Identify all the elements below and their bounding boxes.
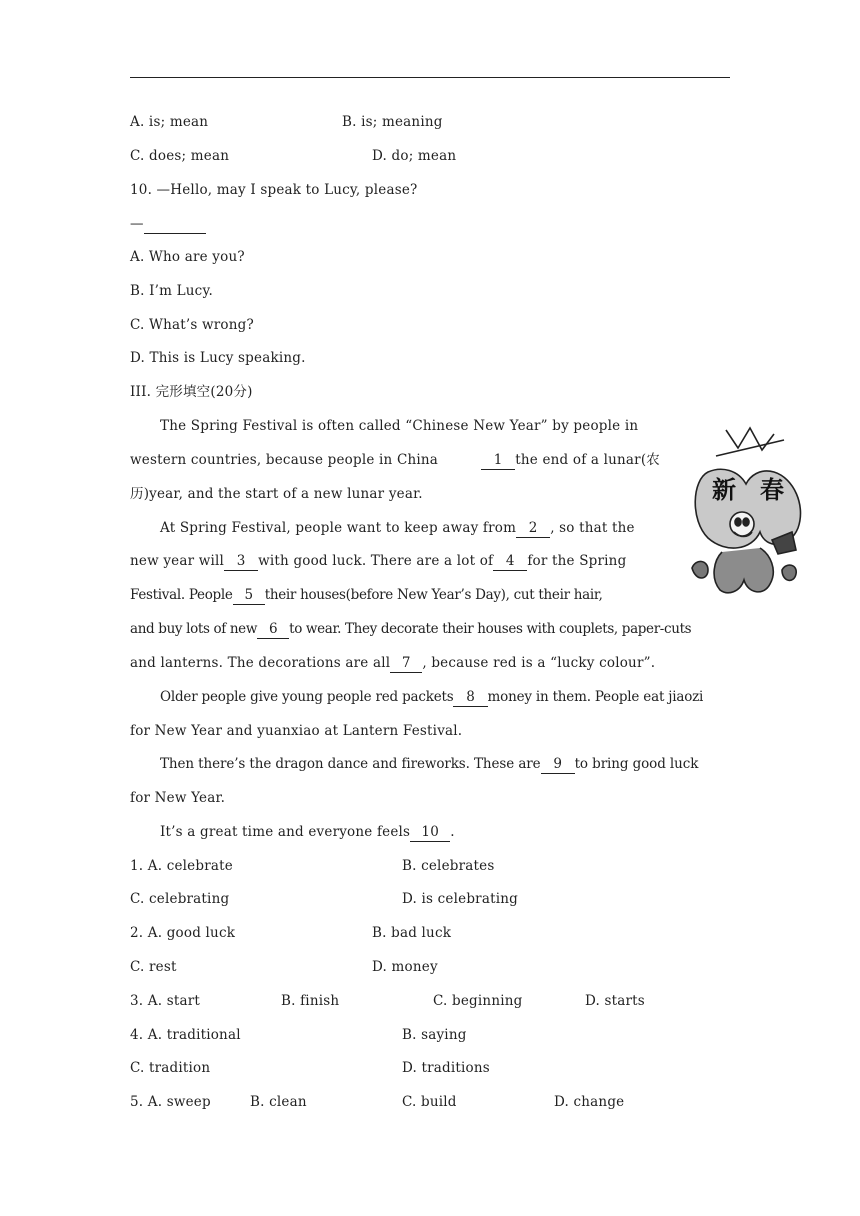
- q9-option-a: A. is; mean: [130, 114, 209, 130]
- passage-text: Then there’s the dragon dance and fireworks. These are: [160, 756, 541, 772]
- passage-text: to wear. They decorate their houses with couplets, paper-cuts: [289, 621, 692, 637]
- passage-line: [160, 755, 698, 774]
- q5-option-a: 5. A. sweep: [130, 1094, 211, 1110]
- q4-option-d: D. traditions: [402, 1060, 490, 1076]
- blank-1: 1: [481, 451, 515, 470]
- passage-line: [130, 586, 603, 605]
- passage-line: [130, 451, 660, 470]
- q2-option-a: 2. A. good luck: [130, 925, 236, 941]
- section-heading: III. 完形填空(20分): [130, 384, 253, 400]
- passage-line: [130, 552, 626, 571]
- illustration-char: 春: [760, 476, 784, 504]
- q10-dash: —: [130, 216, 144, 232]
- q1-option-c: C. celebrating: [130, 891, 230, 907]
- blank-7: 7: [390, 654, 422, 673]
- q3-option-b: B. finish: [281, 993, 340, 1009]
- passage-line: The Spring Festival is often called “Chinese New Year” by people in: [160, 418, 639, 434]
- q10-option-b: B. I’m Lucy.: [130, 283, 213, 299]
- q3-option-a: 3. A. start: [130, 993, 200, 1009]
- passage-line: for New Year.: [130, 790, 226, 806]
- passage-text: their houses(before New Year’s Day), cut their hair,: [264, 587, 603, 603]
- q3-option-d: D. starts: [585, 993, 645, 1009]
- q10-answer-blank: [144, 215, 206, 234]
- q5-option-b: B. clean: [250, 1094, 307, 1110]
- q5-option-d: D. change: [554, 1094, 625, 1110]
- q10-option-c: C. What’s wrong?: [130, 317, 254, 333]
- passage-line: [130, 654, 655, 673]
- q9-option-b: B. is; meaning: [342, 114, 443, 130]
- q10-option-a: A. Who are you?: [130, 249, 245, 265]
- passage-line: for New Year and yuanxiao at Lantern Festival.: [130, 723, 463, 739]
- passage-line: [130, 620, 691, 639]
- passage-line: [160, 688, 703, 707]
- q2-option-c: C. rest: [130, 959, 177, 975]
- q1-option-d: D. is celebrating: [402, 891, 518, 907]
- q2-option-b: B. bad luck: [372, 925, 452, 941]
- blank-2: 2: [516, 519, 550, 538]
- blank-4: 4: [493, 552, 527, 571]
- blank-6: 6: [257, 620, 289, 639]
- passage-text: to bring good luck: [574, 756, 699, 772]
- q4-option-b: B. saying: [402, 1027, 467, 1043]
- blank-9: 9: [541, 755, 575, 774]
- passage-text: money in them. People eat jiaozi: [487, 689, 704, 705]
- q5-option-c: C. build: [402, 1094, 457, 1110]
- passage-text: , so that the: [550, 520, 635, 536]
- q10-option-d: D. This is Lucy speaking.: [130, 350, 306, 366]
- q3-option-c: C. beginning: [433, 993, 523, 1009]
- passage-text: Older people give young people red packets: [160, 689, 454, 705]
- passage-text: and buy lots of new: [130, 621, 258, 637]
- passage-text: with good luck. There are a lot of: [258, 553, 494, 569]
- passage-line: [160, 519, 635, 538]
- q2-option-d: D. money: [372, 959, 438, 975]
- q1-option-b: B. celebrates: [402, 858, 495, 874]
- blank-3: 3: [224, 552, 258, 571]
- passage-text: new year will: [130, 553, 225, 569]
- passage-line: [160, 823, 455, 842]
- blank-8: 8: [453, 688, 487, 707]
- q10-stem: 10. —Hello, may I speak to Lucy, please?: [130, 182, 418, 198]
- blank-10: 10: [410, 823, 450, 842]
- header-rule: [130, 77, 730, 78]
- passage-text: and lanterns. The decorations are all: [130, 655, 391, 671]
- passage-text: .: [450, 824, 455, 840]
- q4-option-a: 4. A. traditional: [130, 1027, 241, 1043]
- spring-festival-illustration: [686, 420, 802, 598]
- q1-option-a: 1. A. celebrate: [130, 858, 233, 874]
- passage-text: the end of a lunar(农: [515, 452, 660, 468]
- passage-line: 历)year, and the start of a new lunar year.: [130, 486, 423, 502]
- blank-5: 5: [233, 586, 265, 605]
- passage-text: for the Spring: [527, 553, 627, 569]
- passage-text: It’s a great time and everyone feels: [160, 824, 411, 840]
- passage-text: At Spring Festival, people want to keep away from: [160, 520, 517, 536]
- q10-answer-line: [130, 215, 206, 234]
- passage-text: western countries, because people in China: [130, 452, 439, 468]
- passage-text: , because red is a “lucky colour”.: [422, 655, 656, 671]
- illustration-char: 新: [712, 476, 736, 504]
- q9-option-c: C. does; mean: [130, 148, 230, 164]
- passage-text: Festival. People: [130, 587, 233, 603]
- q4-option-c: C. tradition: [130, 1060, 211, 1076]
- q9-option-d: D. do; mean: [372, 148, 457, 164]
